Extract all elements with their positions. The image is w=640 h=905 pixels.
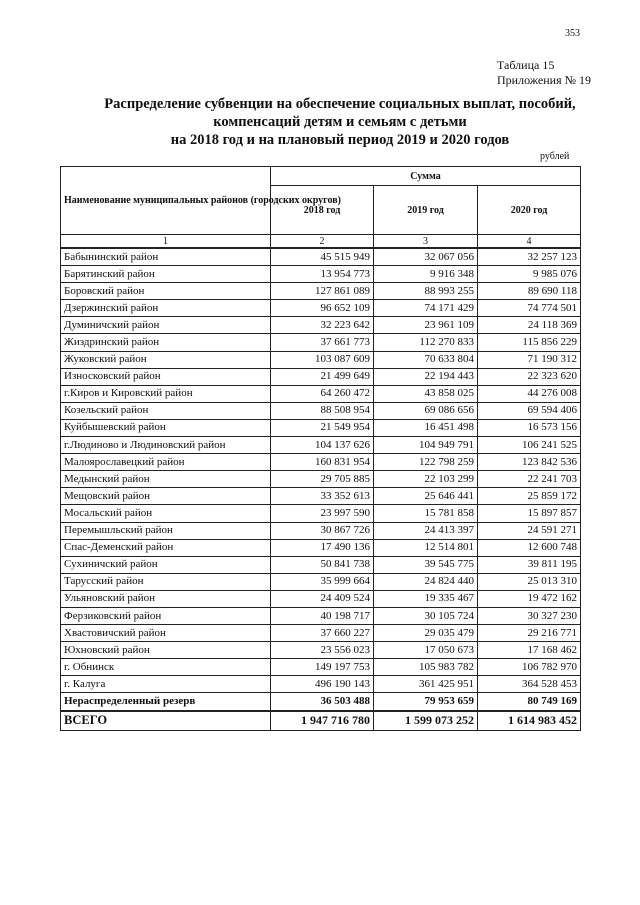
table-row bbox=[61, 402, 581, 419]
total-2018: 1 947 716 780 bbox=[271, 711, 374, 731]
value-2020: 71 190 312 bbox=[478, 351, 581, 368]
column-number: 1 bbox=[61, 235, 271, 249]
column-number: 4 bbox=[478, 235, 581, 249]
table-row bbox=[61, 334, 581, 351]
value-2020: 22 323 620 bbox=[478, 368, 581, 385]
total-2020: 1 614 983 452 bbox=[478, 711, 581, 731]
value-2018: 37 660 227 bbox=[271, 625, 374, 642]
value-2019: 70 633 804 bbox=[374, 351, 478, 368]
district-name: Дзержинский район bbox=[61, 300, 271, 317]
district-name: Жиздринский район bbox=[61, 334, 271, 351]
table-row bbox=[61, 625, 581, 642]
value-2018: 127 861 089 bbox=[271, 283, 374, 300]
value-2018: 103 087 609 bbox=[271, 351, 374, 368]
value-2019: 23 961 109 bbox=[374, 317, 478, 334]
district-name: Бабынинский район bbox=[61, 248, 271, 266]
table-row bbox=[61, 659, 581, 676]
column-number: 2 bbox=[271, 235, 374, 249]
value-2020: 123 842 536 bbox=[478, 454, 581, 471]
table-row bbox=[61, 454, 581, 471]
table-row bbox=[61, 488, 581, 505]
value-2020: 22 241 703 bbox=[478, 471, 581, 488]
table-row bbox=[61, 266, 581, 283]
district-name: Юхновский район bbox=[61, 642, 271, 659]
value-2020: 74 774 501 bbox=[478, 300, 581, 317]
value-2019: 88 993 255 bbox=[374, 283, 478, 300]
reserve-2020: 80 749 169 bbox=[478, 693, 581, 711]
district-name: Думиничский район bbox=[61, 317, 271, 334]
value-2020: 24 591 271 bbox=[478, 522, 581, 539]
value-2018: 496 190 143 bbox=[271, 676, 374, 693]
value-2018: 35 999 664 bbox=[271, 573, 374, 590]
table-row bbox=[61, 642, 581, 659]
value-2019: 122 798 259 bbox=[374, 454, 478, 471]
value-2019: 104 949 791 bbox=[374, 437, 478, 454]
district-name: г.Киров и Кировский район bbox=[61, 385, 271, 402]
value-2018: 21 549 954 bbox=[271, 419, 374, 436]
table-row bbox=[61, 300, 581, 317]
value-2018: 88 508 954 bbox=[271, 402, 374, 419]
title-line-2: компенсаций детям и семьям с детьми bbox=[213, 114, 467, 130]
value-2018: 23 556 023 bbox=[271, 642, 374, 659]
total-row bbox=[61, 711, 581, 731]
column-numbers-row bbox=[61, 235, 581, 249]
total-name: ВСЕГО bbox=[61, 711, 271, 731]
value-2020: 89 690 118 bbox=[478, 283, 581, 300]
value-2018: 33 352 613 bbox=[271, 488, 374, 505]
value-2019: 29 035 479 bbox=[374, 625, 478, 642]
value-2019: 105 983 782 bbox=[374, 659, 478, 676]
table-row bbox=[61, 248, 581, 266]
value-2020: 364 528 453 bbox=[478, 676, 581, 693]
value-2019: 74 171 429 bbox=[374, 300, 478, 317]
value-2019: 32 067 056 bbox=[374, 248, 478, 266]
value-2019: 24 824 440 bbox=[374, 573, 478, 590]
value-2020: 15 897 857 bbox=[478, 505, 581, 522]
reserve-row bbox=[61, 693, 581, 711]
table-row bbox=[61, 283, 581, 300]
district-name: Боровский район bbox=[61, 283, 271, 300]
district-name: Ферзиковский район bbox=[61, 607, 271, 624]
table-row bbox=[61, 471, 581, 488]
value-2020: 24 118 369 bbox=[478, 317, 581, 334]
value-2019: 361 425 951 bbox=[374, 676, 478, 693]
value-2019: 9 916 348 bbox=[374, 266, 478, 283]
value-2020: 17 168 462 bbox=[478, 642, 581, 659]
district-name: Барятинский район bbox=[61, 266, 271, 283]
value-2020: 25 013 310 bbox=[478, 573, 581, 590]
value-2020: 69 594 406 bbox=[478, 402, 581, 419]
district-name: Куйбышевский район bbox=[61, 419, 271, 436]
value-2018: 13 954 773 bbox=[271, 266, 374, 283]
value-2020: 30 327 230 bbox=[478, 607, 581, 624]
table-row bbox=[61, 590, 581, 607]
value-2019: 30 105 724 bbox=[374, 607, 478, 624]
value-2018: 64 260 472 bbox=[271, 385, 374, 402]
value-2019: 39 545 775 bbox=[374, 556, 478, 573]
value-2019: 19 335 467 bbox=[374, 590, 478, 607]
table-row bbox=[61, 385, 581, 402]
district-name: Перемышльский район bbox=[61, 522, 271, 539]
value-2019: 15 781 858 bbox=[374, 505, 478, 522]
district-name: Жуковский район bbox=[61, 351, 271, 368]
value-2018: 17 490 136 bbox=[271, 539, 374, 556]
table-row bbox=[61, 607, 581, 624]
reserve-name: Нераспределенный резерв bbox=[61, 693, 271, 711]
district-name: Спас-Деменский район bbox=[61, 539, 271, 556]
table-label: Таблица 15 bbox=[497, 58, 555, 72]
units-label: рублей bbox=[540, 151, 570, 162]
district-name: Ульяновский район bbox=[61, 590, 271, 607]
value-2020: 16 573 156 bbox=[478, 419, 581, 436]
value-2019: 24 413 397 bbox=[374, 522, 478, 539]
value-2020: 12 600 748 bbox=[478, 539, 581, 556]
value-2020: 29 216 771 bbox=[478, 625, 581, 642]
value-2018: 23 997 590 bbox=[271, 505, 374, 522]
table-row bbox=[61, 437, 581, 454]
header-sum: Сумма bbox=[271, 167, 581, 186]
reserve-2018: 36 503 488 bbox=[271, 693, 374, 711]
value-2019: 16 451 498 bbox=[374, 419, 478, 436]
district-name: Козельский район bbox=[61, 402, 271, 419]
header-year-2018: 2018 год bbox=[271, 186, 374, 235]
value-2018: 104 137 626 bbox=[271, 437, 374, 454]
subvention-table bbox=[60, 166, 581, 731]
value-2018: 50 841 738 bbox=[271, 556, 374, 573]
value-2020: 106 782 970 bbox=[478, 659, 581, 676]
value-2018: 149 197 753 bbox=[271, 659, 374, 676]
value-2019: 12 514 801 bbox=[374, 539, 478, 556]
value-2018: 32 223 642 bbox=[271, 317, 374, 334]
table-row bbox=[61, 556, 581, 573]
district-name: Сухиничский район bbox=[61, 556, 271, 573]
header-municipality: Наименование муниципальных районов (городских округов) bbox=[61, 167, 271, 235]
value-2019: 22 103 299 bbox=[374, 471, 478, 488]
value-2020: 19 472 162 bbox=[478, 590, 581, 607]
value-2020: 106 241 525 bbox=[478, 437, 581, 454]
appendix-label: Приложения № 19 bbox=[497, 73, 592, 87]
table-row bbox=[61, 522, 581, 539]
page-number: 353 bbox=[565, 28, 580, 39]
value-2018: 21 499 649 bbox=[271, 368, 374, 385]
value-2020: 39 811 195 bbox=[478, 556, 581, 573]
header-year-2020: 2020 год bbox=[478, 186, 581, 235]
district-name: г. Обнинск bbox=[61, 659, 271, 676]
value-2019: 17 050 673 bbox=[374, 642, 478, 659]
value-2018: 96 652 109 bbox=[271, 300, 374, 317]
table-row bbox=[61, 351, 581, 368]
total-2019: 1 599 073 252 bbox=[374, 711, 478, 731]
district-name: Малоярославецкий район bbox=[61, 454, 271, 471]
value-2020: 9 985 076 bbox=[478, 266, 581, 283]
value-2019: 69 086 656 bbox=[374, 402, 478, 419]
value-2018: 45 515 949 bbox=[271, 248, 374, 266]
table-row bbox=[61, 505, 581, 522]
district-name: Тарусский район bbox=[61, 573, 271, 590]
value-2019: 22 194 443 bbox=[374, 368, 478, 385]
value-2020: 115 856 229 bbox=[478, 334, 581, 351]
title-line-3: на 2018 год и на плановый период 2019 и 2020 годов bbox=[170, 132, 510, 148]
value-2018: 37 661 773 bbox=[271, 334, 374, 351]
value-2019: 112 270 833 bbox=[374, 334, 478, 351]
district-name: г. Калуга bbox=[61, 676, 271, 693]
table-row bbox=[61, 676, 581, 693]
district-name: г.Людиново и Людиновский район bbox=[61, 437, 271, 454]
appendix-reference bbox=[497, 58, 591, 88]
district-name: Мосальский район bbox=[61, 505, 271, 522]
document-title bbox=[60, 95, 620, 149]
value-2019: 43 858 025 bbox=[374, 385, 478, 402]
table-row bbox=[61, 539, 581, 556]
column-number: 3 bbox=[374, 235, 478, 249]
district-name: Износковский район bbox=[61, 368, 271, 385]
table-row bbox=[61, 573, 581, 590]
value-2018: 40 198 717 bbox=[271, 607, 374, 624]
value-2018: 29 705 885 bbox=[271, 471, 374, 488]
value-2018: 24 409 524 bbox=[271, 590, 374, 607]
table-row bbox=[61, 317, 581, 334]
table-row bbox=[61, 368, 581, 385]
value-2018: 30 867 726 bbox=[271, 522, 374, 539]
table-row bbox=[61, 419, 581, 436]
header-year-2019: 2019 год bbox=[374, 186, 478, 235]
district-name: Хвастовичский район bbox=[61, 625, 271, 642]
title-line-1: Распределение субвенции на обеспечение социальных выплат, пособий, bbox=[104, 96, 576, 112]
reserve-2019: 79 953 659 bbox=[374, 693, 478, 711]
value-2020: 25 859 172 bbox=[478, 488, 581, 505]
district-name: Медынский район bbox=[61, 471, 271, 488]
value-2019: 25 646 441 bbox=[374, 488, 478, 505]
value-2018: 160 831 954 bbox=[271, 454, 374, 471]
district-name: Мещовский район bbox=[61, 488, 271, 505]
value-2020: 44 276 008 bbox=[478, 385, 581, 402]
value-2020: 32 257 123 bbox=[478, 248, 581, 266]
